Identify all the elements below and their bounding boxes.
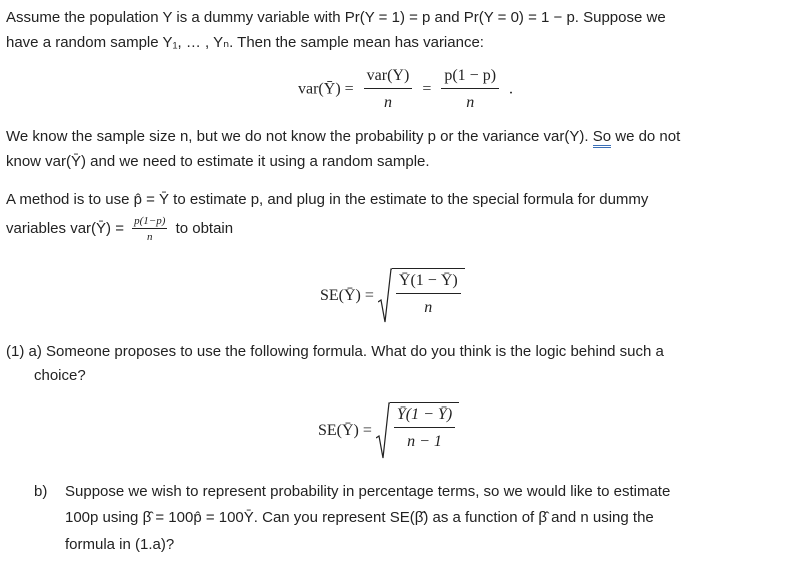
knowledge-line-1-end: we do not [615,128,681,145]
square-root-icon [376,402,390,460]
se-square-root [378,268,465,324]
question-1b-line-2: 100p using β̂ = 100p̂ = 100Ȳ. Can you represent SE(β̂) as a function of β̂ and n using the [65,509,654,526]
variance-equals: = [422,80,432,98]
proposed-se-root-body [390,402,459,460]
knowledge-line-1-text: We know the sample size n, but we do not know the probability p or the variance var(Y). [6,128,589,145]
variance-lhs: var(Ȳ) = [298,80,354,98]
proposed-se-denominator: n − 1 [407,433,442,450]
question-1a-line-2: choice? [34,367,86,384]
dummy-variance-numerator: p(1−p) [134,215,166,228]
intro-line-1: Assume the population Y is a dummy variable with Pr(Y = 1) = p and Pr(Y = 0) = 1 − p. Suppose we [6,9,666,26]
so-word: So [593,128,611,148]
intro-line-2: have a random sample Y₁, … , Yₙ. Then the sample mean has variance: [6,34,484,51]
se-lhs: SE(Ȳ) = [320,287,374,304]
question-1b-line-1: Suppose we wish to represent probability in percentage terms, so we would like to estimate [65,483,671,500]
variance-fraction-2 [441,66,499,113]
method-line-2 [6,214,233,244]
square-root-icon [378,268,392,324]
method-line-2-end: to obtain [175,220,234,237]
knowledge-line-2: know var(Ȳ) and we need to estimate it using a random sample. [6,153,430,170]
proposed-se-numerator: Ȳ(1 − Ȳ) [394,405,455,428]
method-line-2-start: variables var(Ȳ) = [6,220,124,237]
variance-equation [298,66,513,113]
variance-fraction-2-denominator: n [466,94,475,111]
variance-period: . [509,80,514,98]
knowledge-line-1 [6,127,680,147]
variance-fraction-1-numerator: var(Y) [364,66,413,89]
se-fraction [396,271,461,318]
se-root-body [392,268,465,324]
se-numerator: Ȳ(1 − Ȳ) [396,271,461,294]
variance-fraction-1 [364,66,413,113]
proposed-se-equation [318,402,459,460]
question-1a-line-1: (1) a) Someone proposes to use the following formula. What do you think is the logic behind such a [6,343,664,360]
method-line-1: A method is to use p̂ = Ȳ to estimate p, and plug in the estimate to the special formula for dummy [6,191,649,208]
proposed-se-lhs: SE(Ȳ) = [318,422,372,439]
se-equation [320,268,465,324]
question-1b-line-3: formula in (1.a)? [65,536,175,553]
variance-fraction-1-denominator: n [383,94,392,111]
dummy-variance-fraction [132,215,167,243]
proposed-se-square-root [376,402,459,460]
proposed-se-fraction [394,405,455,452]
variance-fraction-2-numerator: p(1 − p) [441,66,499,89]
dummy-variance-denominator: n [147,231,153,244]
se-denominator: n [424,299,433,316]
question-1b-label: b) [34,483,48,500]
